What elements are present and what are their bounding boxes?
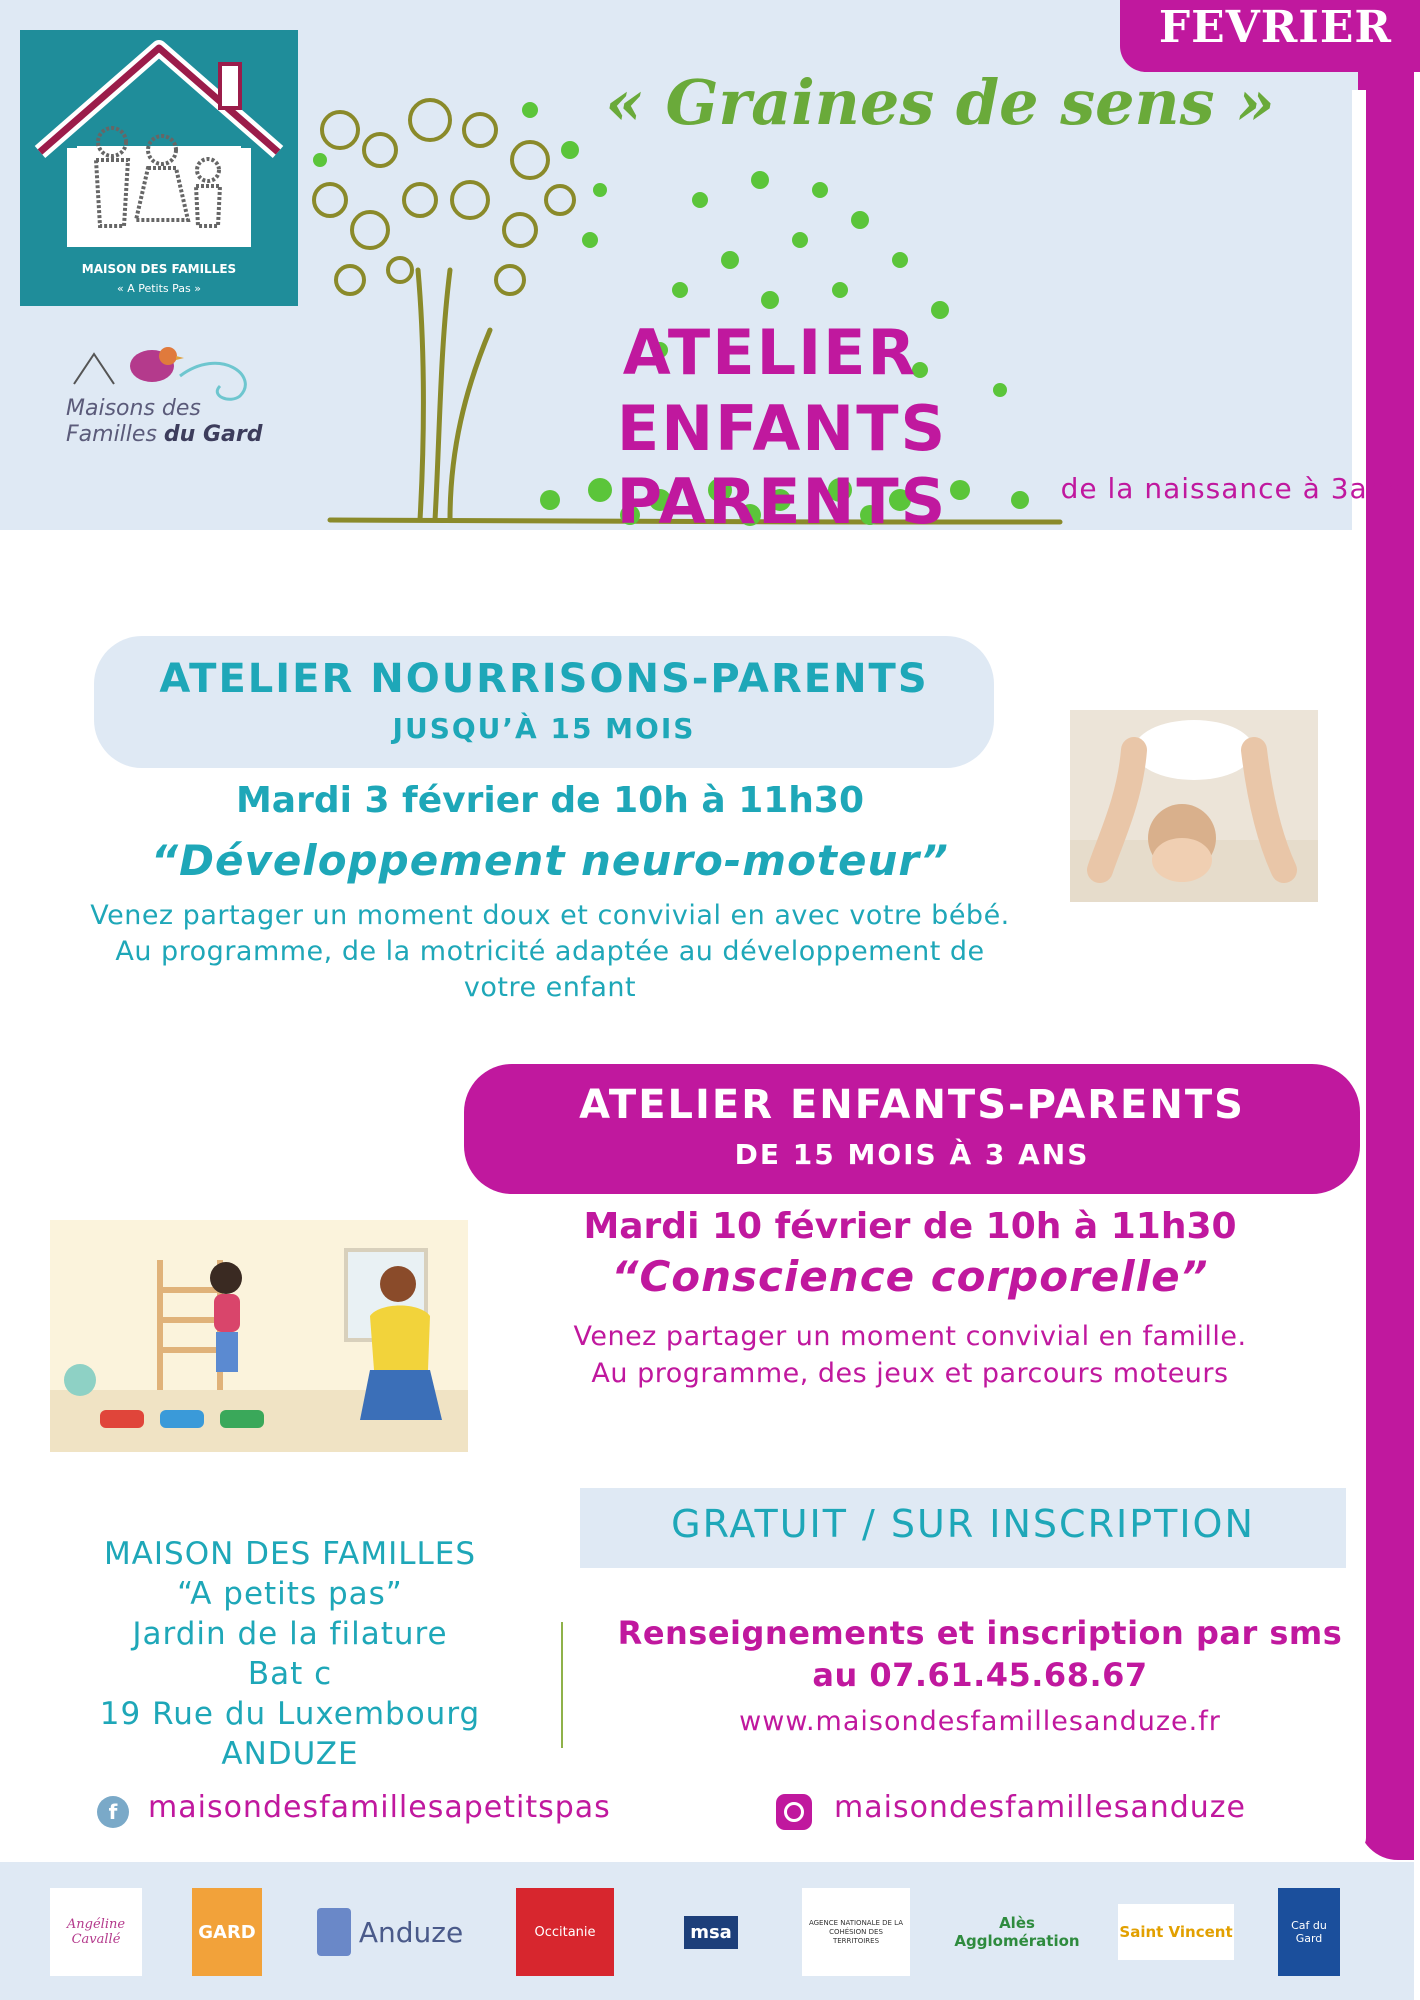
maison-des-familles-logo [20,30,298,306]
partner-name: Angéline Cavallé [66,1917,126,1947]
gard-logo-line2 [66,422,262,447]
maison-logo-subname: « A Petits Pas » [116,282,201,295]
partner-logo-saint-vincent [1118,1904,1234,1960]
section2-description-line: Venez partager un moment convivial en famille. [573,1321,1247,1352]
partner-name: Anduze [358,1915,464,1949]
section1-title: ATELIER NOURRISONS-PARENTS [159,656,929,702]
anduze-crest-icon [317,1908,351,1956]
mother-child-play-image [50,1220,468,1452]
maisons-familles-gard-logo [60,336,270,456]
phone-number[interactable]: au 07.61.45.68.67 [812,1656,1148,1694]
tagline: « Graines de sens » [605,66,1275,139]
partner-name: Occitanie [534,1924,596,1940]
address-line: MAISON DES FAMILLES [103,1536,477,1572]
section2-title: ATELIER ENFANTS-PARENTS [579,1082,1245,1128]
partner-logo-gard [192,1888,262,1976]
house-family-icon [20,30,298,260]
partner-logo-occitanie [516,1888,614,1976]
partner-name: Caf du Gard [1291,1919,1327,1945]
section1-subtitle: JUSQU’À 15 MOIS [392,712,696,745]
partner-logo-ales [954,1888,1080,1976]
address-block [40,1534,540,1774]
right-decorative-stripe [1358,40,1414,1860]
gard-logo-line2b: du Gard [163,422,263,447]
section2-date: Mardi 10 février de 10h à 11h30 [583,1206,1237,1247]
maison-logo-name: MAISON DES FAMILLES [81,262,237,276]
partner-logo-msa [662,1888,760,1976]
address-line: Jardin de la filature [132,1616,448,1652]
section2-theme: “Conscience corporelle” [611,1252,1209,1301]
instagram-icon[interactable] [776,1794,812,1830]
instagram-icon-lens [784,1802,804,1822]
website-link[interactable]: www.maisondesfamillesanduze.fr [739,1706,1221,1737]
section1-description-line: Venez partager un moment doux et convivial en avec votre bébé. [90,900,1010,931]
partner-logo-anct [802,1888,910,1976]
section1-description-line: votre enfant [463,972,637,1003]
baby-headstand-image [1070,710,1318,902]
partner-name: msa [684,1916,738,1949]
address-line: Bat c [247,1656,333,1692]
age-range: de la naissance à 3ans [1060,472,1402,505]
main-title-line2: ENFANTS PARENTS [616,392,948,538]
partner-logo-anduze [310,1888,470,1976]
address-line: “A petits pas” [177,1576,403,1612]
section1-description-line: Au programme, de la motricité adaptée au développement de [115,936,985,967]
address-line: ANDUZE [221,1736,359,1772]
partner-name: Saint Vincent [1119,1923,1233,1941]
baby-photo [1070,710,1318,902]
section1-description [20,898,1080,1006]
vertical-divider [561,1622,563,1748]
partner-logo-caf [1278,1888,1340,1976]
section2-description [470,1318,1350,1392]
facebook-icon[interactable]: f [97,1796,129,1828]
facebook-handle[interactable]: maisondesfamillesapetitspas [148,1790,611,1825]
playroom-illustration [50,1220,468,1452]
section1-date: Mardi 3 février de 10h à 11h30 [235,780,865,821]
section2-description-line: Au programme, des jeux et parcours moteurs [591,1358,1229,1389]
month-label: FEVRIER [1158,2,1392,53]
contact-info [590,1612,1370,1696]
section1-theme: “Développement neuro-moteur” [151,836,949,885]
contact-line: Renseignements et inscription par sms [617,1614,1343,1652]
partner-logo-angeline-cavalle [50,1888,142,1976]
partner-name: Alès Agglomération [954,1914,1080,1950]
instagram-handle[interactable]: maisondesfamillesanduze [834,1790,1246,1825]
main-title-line1: ATELIER [622,316,918,389]
free-registration-label: GRATUIT / SUR INSCRIPTION [671,1502,1255,1546]
right-stripe-inner [1352,90,1366,1850]
gard-logo-line1: Maisons des [66,396,201,421]
section2-subtitle: DE 15 MOIS À 3 ANS [734,1138,1090,1171]
partner-name: AGENCE NATIONALE DE LA COHÉSION DES TERRITOIRES [808,1918,904,1945]
address-line: 19 Rue du Luxembourg [99,1696,481,1732]
gard-logo-line2a: Familles [66,422,164,447]
partner-name: GARD [198,1921,256,1943]
